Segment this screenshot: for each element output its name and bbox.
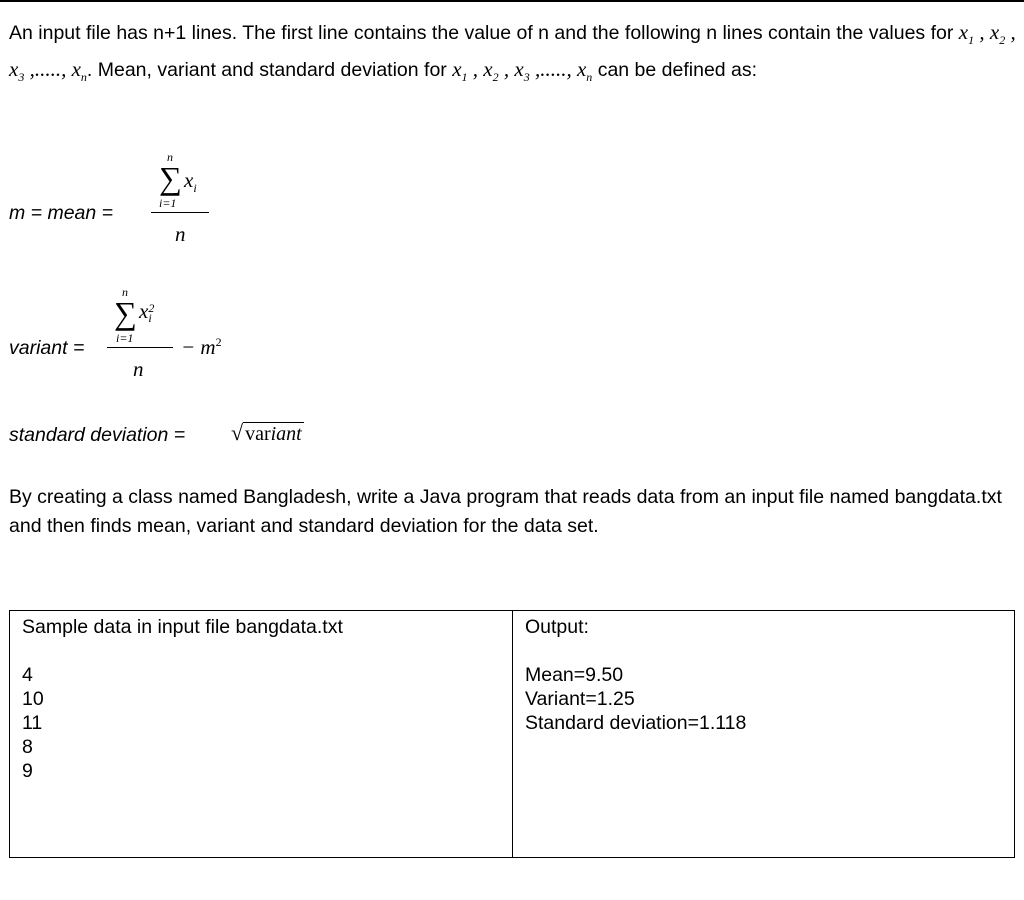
variant-lower-limit: i=1 (116, 331, 134, 345)
output-value: Standard deviation=1.118 (525, 712, 747, 734)
task-paragraph: By creating a class named Bangladesh, write a Java program that reads data from an input file named bangdata.txt and then finds mean, variant and standard deviation for the data set. (9, 486, 1002, 537)
output-header: Output: (525, 616, 589, 638)
top-rule (0, 0, 1024, 2)
variant-label: variant = (9, 337, 85, 359)
variant-fraction-bar (107, 347, 173, 348)
variant-formula (9, 285, 309, 385)
variant-minus-term: − $m^2$ (181, 335, 222, 359)
input-value: 4 (22, 664, 33, 686)
mean-sigma: ∑ (159, 160, 182, 196)
mean-upper-limit: n (167, 150, 173, 164)
variant-denominator: n (133, 357, 144, 381)
intro-text-3: can be defined as: (592, 59, 758, 82)
intro-text-1: An input file has n+1 lines. The first line contains the value of n and the following n lines contain the values for (9, 22, 959, 44)
sequence-expression: $x_1$ , $x_2$ , $x_3$ ,....., $x_n$ (9, 20, 1016, 85)
intro-paragraph (9, 18, 1019, 92)
input-value: 9 (22, 760, 33, 782)
output-cell (513, 611, 1015, 858)
input-header: Sample data in input file bangdata.txt (22, 616, 343, 638)
variant-term: x 2 i (139, 299, 155, 326)
stddev-label: standard deviation = (9, 424, 186, 446)
mean-lower-limit: i=1 (159, 196, 177, 210)
output-value: Mean=9.50 (525, 664, 624, 686)
input-value: 11 (22, 712, 43, 734)
intro-text-2: . Mean, variant and standard deviation for (86, 59, 453, 82)
stddev-formula (9, 420, 409, 452)
mean-term: $x_i$ (184, 168, 197, 196)
output-value: Variant=1.25 (525, 688, 635, 710)
variant-upper-limit: n (122, 285, 128, 299)
mean-formula (9, 150, 309, 250)
sequence-expression-2: $x_1$ , $x_2$ , $x_3$ ,....., $x_n$ (452, 57, 593, 85)
sample-table (9, 610, 1015, 858)
variant-sigma: ∑ (114, 295, 137, 331)
mean-label: m = mean = (9, 202, 114, 224)
mean-denominator: n (175, 222, 186, 246)
input-value: 10 (22, 688, 44, 710)
mean-fraction-bar (151, 212, 209, 213)
stddev-sqrt: √ variant (231, 420, 302, 445)
input-cell (10, 611, 513, 858)
input-value: 8 (22, 736, 33, 758)
